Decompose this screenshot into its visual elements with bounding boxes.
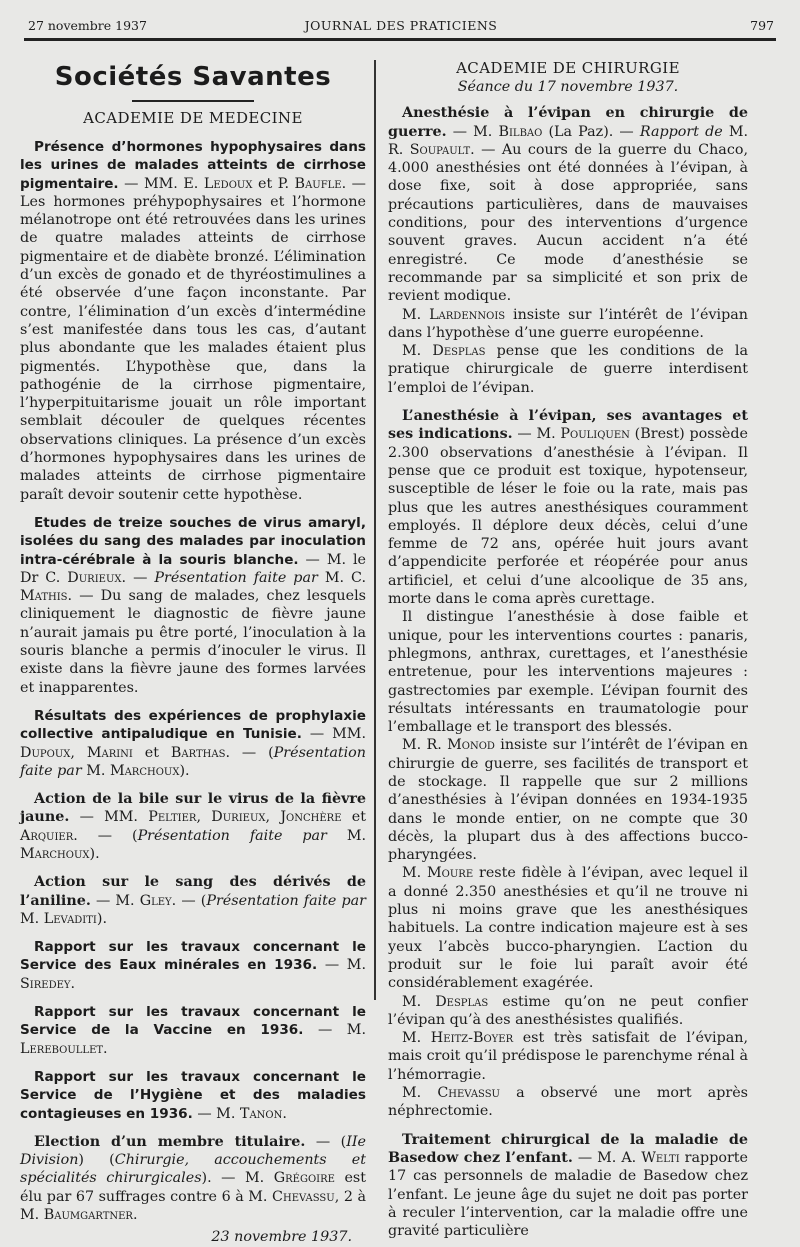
entry-body: . — Du sang de malades, chez lesquels cliniquement le diagnostic de fièvre jaune n’aurait jamais pu être porté, l’inoculation à la souris blanche a permis d’inoculer le virus. Il existe dans la fièvre jaune des formes larvées et inapparentes.	[20, 588, 366, 696]
entry-prophylaxie: Résultats des expériences de prophylaxie collective antipaludique en Tunisie. — MM. Dupoux, Marini et Barthas. — (Présentation faite par M. Marchoux).	[20, 707, 366, 779]
entry-title: Rapport sur les travaux concernant le Service des Eaux minérales en 1936.	[20, 939, 366, 974]
entry-body: . — Les hormones préhypophysaires et l’hormone mélanotrope ont été retrouvées dans les urines de quatre malades atteints de cirrhose pigmentaire et de diabète bronzé. L’élimination d’un excès de gonado et de thyréostimulines a été observée d’une façon inconstante. Par contre, l’élimination d’un excès d’intermédine s’est manifestée dans tous les cas, d’autant plus abondante que les malades étaient plus pigmentés. L’hypothèse que, dans la pathogénie de la cirrhose pigmentaire, l’hyperpituitarisme jouait un rôle important semblait découler de quelques récentes observations cliniques. La présence d’un excès d’hormones hypophysaires dans les urines de malades atteints de cirrhose pigmentaire paraît devoir soutenir cette hypothèse.	[20, 175, 366, 503]
entry-title: Etudes de treize souches de virus amaryl, isolées du sang des malades par inoculation intra-cérébrale à la souris blanche.	[20, 514, 366, 568]
paragraph: M. Moure reste fidèle à l’évipan, avec lequel il a donné 2.350 anesthésies et qu’il ne trouve ni plus ni moins grave que les anesthésiques habituels. La contre indication majeure est à ses yeux l’abcès bucco-pharyngien. L’action du produit sur le foie lui paraît avoir été considérablement exagérée.	[388, 865, 748, 992]
session-line: Séance du 17 novembre 1937.	[457, 79, 679, 95]
paragraph: Il distingue l’anesthésie à dose faible et unique, pour les interventions courtes : panaris, phlegmons, anthrax, curettages, et l’anesthésie entretenue, pour les interventions majeures : gastrectomies par exemple. L’évipan fournit des résultats intéressants en traumatologie pour l’emballage et le transport des blessés.	[388, 609, 748, 736]
session-date: 23 novembre 1937.	[211, 1229, 352, 1246]
title-rule	[132, 100, 254, 102]
entry-title: Présence d’hormones hypophysaires dans les urines de malades atteints de cirrhose pigmentaire.	[20, 139, 366, 192]
author-name: Durieux	[67, 569, 122, 586]
paragraph: M. Chevassu a observé une mort après néphrectomie.	[388, 1085, 748, 1120]
entry-eaux-minerales: Rapport sur les travaux concernant le Service des Eaux minérales en 1936. — M. Siredey.	[20, 939, 366, 992]
entry-aniline: Action sur le sang des dérivés de l’aniline. — M. Gley. — (Présentation faite par M. Levaditi).	[20, 874, 366, 927]
entry-title: Rapport sur les travaux concernant le Service de l’Hygiène et des maladies contagieuses en 1936.	[20, 1068, 366, 1122]
paragraph: M. Desplas pense que les conditions de la pratique chirurgicale de guerre interdisent l’emploi de l’évipan.	[388, 343, 748, 396]
section-heading-medecine: ACADEMIE DE MEDECINE	[83, 109, 303, 127]
entry-title: Action de la bile sur le virus de la fièvre jaune.	[20, 791, 366, 826]
entry-title: Résultats des expériences de prophylaxie collective antipaludique en Tunisie.	[20, 707, 366, 743]
entry-hormones: Présence d’hormones hypophysaires dans les urines de malades atteints de cirrhose pigmentaire. — MM. E. Ledoux et P. Baufle. — Les hormones préhypophysaires et l’hormone mélanotrope ont été retrouvées dans les urines de quatre malades atteints de cirrhose pigmentaire et de diabète bronzé. L’élimination d’un excès de gonado et de thyréostimulines a été observée d’une façon inconstante. Par contre, l’élimination d’un excès d’intermédine s’est manifestée dans tous les cas, d’autant plus abondante que les malades étaient plus pigmentés. L’hypothèse que, dans la pathogénie de la cirrhose pigmentaire, l’hyperpituitarisme jouait un rôle important semblait découler de quelques récentes observations cliniques. La présence d’un excès d’hormones hypophysaires dans les urines de malades atteints de cirrhose pigmentaire paraît devoir soutenir cette hypothèse.	[20, 139, 366, 503]
entry-vaccine: Rapport sur les travaux concernant le Service de la Vaccine en 1936. — M. Lereboullet.	[20, 1004, 366, 1057]
entry-hygiene: Rapport sur les travaux concernant le Service de l’Hygiène et des maladies contagieuses en 1936. — M. Tanon.	[20, 1068, 366, 1122]
paragraph: M. Lardennois insiste sur l’intérêt de l’évipan dans l’hypothèse d’une guerre européenne.	[388, 306, 748, 341]
entry-evipan-guerre: Anesthésie à l’évipan en chirurgie de guerre. — M. Bilbao (La Paz). — Rapport de M. R. Soupault. — Au cours de la guerre du Chaco, 4.000 anesthésies ont été données à l’évipan, à dose fixe, soit à dose appropriée, sans précautions particulières, dans de mauvaises conditions, pour des interventions d’urgence souvent graves. Aucun accident n’a été enregistré. Ce mode d’anesthésie se recommande par sa simplicité et son prix de revient modique.	[388, 105, 749, 305]
entry-title: Election d’un membre titulaire.	[34, 1133, 306, 1150]
author-name: E. Ledoux	[183, 175, 253, 192]
left-column	[20, 56, 366, 1247]
paragraph: M. R. Monod insiste sur l’intérêt de l’évipan en chirurgie de guerre, ses facilités de transport et de stockage. Il rappelle que sur 2 millions d’anesthésies à l’évipan données en 1934-1935 dans le monde entier, on ne compte que 30 décès, la plupart dus à des affections bucco-pharyngées.	[388, 737, 748, 864]
entry-title: Action sur le sang des dérivés de l’aniline.	[20, 874, 366, 909]
entry-bile: Action de la bile sur le virus de la fièvre jaune. — MM. Peltier, Durieux, Jonchère et Arquier. — (Présentation faite par M. Marchoux).	[20, 791, 366, 862]
author-name: Mathis	[20, 588, 68, 605]
paragraph: M. Desplas estime qu’on ne peut confier l’évipan qu’à des anesthésistes qualifiés.	[388, 993, 748, 1028]
entry-virus-amaryl: Etudes de treize souches de virus amaryl, isolées du sang des malades par inoculation intra-cérébrale à la souris blanche. — M. le Dr C. Durieux. — Présentation faite par M. C. Mathis. — Du sang de malades, chez lesquels cliniquement le diagnostic de fièvre jaune n’aurait jamais pu être porté, l’inoculation à la souris blanche a permis d’inoculer le virus. Il existe dans la fièvre jaune des formes larvées et inapparentes.	[20, 514, 367, 696]
author-name: P. Baufle	[277, 175, 342, 192]
entry-body: . — Au cours de la guerre du Chaco, 4.000 anesthésies ont été données à l’évipan, à dose fixe, soit à dose appropriée, sans précautions particulières, dans de mauvaises conditions, pour des interventions d’urgence souvent graves. Aucun accident n’a été enregistré. Ce mode d’anesthésie se recommande par sa simplicité et son prix de revient modique.	[388, 141, 748, 305]
entry-title: Anesthésie à l’évipan en chirurgie de guerre.	[388, 105, 748, 140]
section-heading-chirurgie: ACADEMIE DE CHIRURGIE	[456, 59, 680, 77]
column-separator	[374, 60, 376, 1000]
entry-basedow: Traitement chirurgical de la maladie de Basedow chez l’enfant. — M. A. Welti rapporte 17 cas personnels de maladie de Basedow chez l’enfant. Le jeune âge du sujet ne doit pas porter à reculer l’intervention, car la maladie offre une gravité particulière	[388, 1131, 748, 1240]
entry-body: (Brest) possède 2.300 observations d’anesthésie à l’évipan. Il pense que ce produit est toxique, hypotenseur, susceptible de léser le foie ou la rate, mais pas plus que les autres anesthésiques couramment employés. Il déplore deux décès, celui d’une femme de 72 ans, opérée huit jours avant d’appendicite perforée et réopérée pour anus artificiel, et celui d’une alcoolique de 35 ans, morte dans le coma après curettage.	[388, 426, 748, 608]
paragraph: M. Heitz-Boyer est très satisfait de l’évipan, mais croit qu’il prédispose le parenchyme rénal à l’hémorragie.	[388, 1030, 748, 1083]
page-title: Sociétés Savantes	[54, 62, 332, 92]
entry-evipan-avantages: L’anesthésie à l’évipan, ses avantages et ses indications. — M. Pouliquen (Brest) possède 2.300 observations d’anesthésie à l’évipan. Il pense que ce produit est toxique, hypotenseur, susceptible de léser le foie ou la rate, mais pas plus que les autres anesthésiques couramment employés. Il déplore deux décès, celui d’une femme de 72 ans, opérée huit jours avant d’appendicite perforée et réopérée pour anus artificiel, et celui d’une alcoolique de 35 ans, morte dans le coma après curettage.	[388, 408, 748, 608]
entry-title: Traitement chirurgical de la maladie de Basedow chez l’enfant.	[388, 1131, 748, 1166]
running-header	[28, 16, 774, 38]
header-page-number: 797	[750, 18, 774, 33]
header-rule	[24, 38, 776, 41]
entry-title: Rapport sur les travaux concernant le Service de la Vaccine en 1936.	[20, 1004, 366, 1039]
entry-election: Election d’un membre titulaire. — (IIe Division) (Chirurgie, accouchements et spécialités chirurgicales). — M. Grégoire est élu par 67 suffrages contre 6 à M. Chevassu, 2 à M. Baumgartner.	[20, 1133, 366, 1224]
header-journal-title: JOURNAL DES PRATICIENS	[304, 18, 498, 33]
header-date: 27 novembre 1937	[28, 18, 147, 33]
entry-body: rapporte 17 cas personnels de maladie de Basedow chez l’enfant. Le jeune âge du sujet ne doit pas porter à reculer l’intervention, car la maladie offre une gravité particulière	[388, 1149, 748, 1240]
entry-title: L’anesthésie à l’évipan, ses avantages et ses indications.	[388, 408, 748, 443]
right-column	[388, 56, 748, 1240]
